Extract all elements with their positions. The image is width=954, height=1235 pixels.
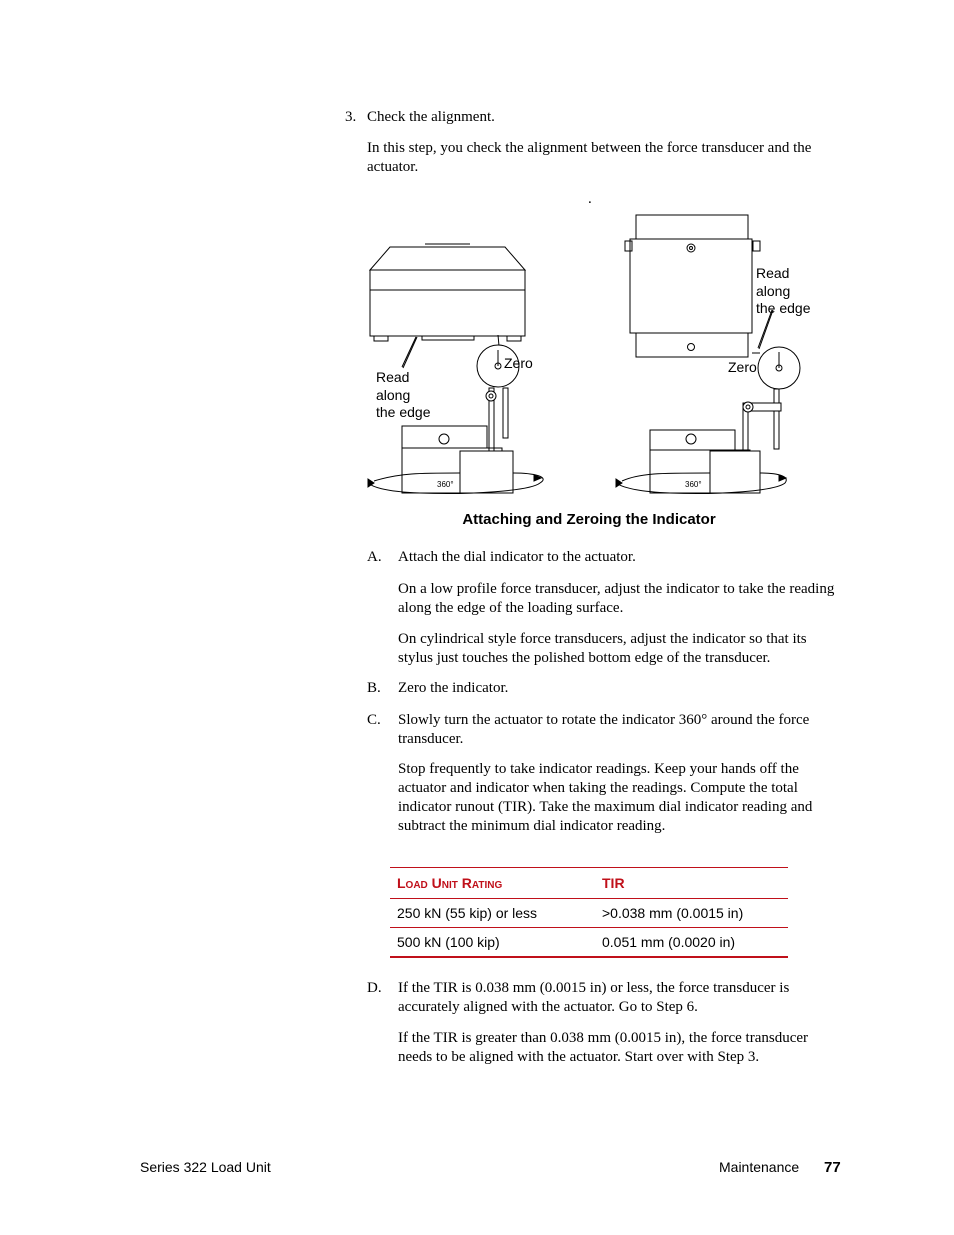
- page-number: 77: [824, 1159, 841, 1176]
- cylindrical-transducer: [625, 215, 760, 357]
- substep-a-text-3: On cylindrical style force transducers, adjust the indicator so that its stylus just touches the polished bottom edge of the transducer.: [398, 631, 807, 666]
- substep-c-text-2: Stop frequently to take indicator readings. Keep your hands off the actuator and indicator when taking the readings. Compute the total indicator runout (TIR). Take the maximum dial indicator reading and subtract the minimum dial indicator reading.: [398, 761, 813, 834]
- substep-a-text-2: On a low profile force transducer, adjust the indicator to take the reading along the edge of the loading surface.: [398, 581, 835, 616]
- left-zero-label: Zero: [504, 355, 533, 371]
- tir-table: [390, 867, 788, 958]
- substep-d-letter: D.: [367, 980, 382, 996]
- substep-d-text-1: If the TIR is 0.038 mm (0.0015 in) or less, the force transducer is accurately aligned with the actuator. Go to Step 6.: [398, 980, 790, 1015]
- low-profile-transducer: [370, 244, 525, 341]
- step-title: Check the alignment.: [367, 109, 495, 125]
- indicator-diagram: [360, 205, 820, 505]
- left-read-line-3: the edge: [376, 404, 431, 420]
- left-read-label: [376, 369, 431, 422]
- indicator-figure: [360, 205, 820, 505]
- left-read-line-2: along: [376, 386, 411, 403]
- substep-d-text-2: If the TIR is greater than 0.038 mm (0.0015 in), the force transducer needs to be aligned with the actuator. Start over with Step 3.: [398, 1030, 809, 1065]
- substep-c-letter: C.: [367, 712, 381, 728]
- right-zero-label: Zero: [728, 359, 757, 375]
- substep-b-text-1: Zero the indicator.: [398, 680, 509, 696]
- table-header-rating: Load Unit Rating: [390, 868, 595, 899]
- left-read-line-1: Read: [376, 369, 410, 385]
- right-read-line-1: Read: [756, 265, 790, 281]
- right-read-line-3: the edge: [756, 300, 811, 316]
- table-header-row: [390, 868, 788, 899]
- table-header-tir: TIR: [595, 868, 788, 899]
- table-cell-tir: 0.051 mm (0.0020 in): [595, 928, 788, 958]
- table-cell-rating: 250 kN (55 kip) or less: [390, 899, 595, 928]
- left-rotation-label: 360°: [437, 480, 454, 489]
- footer-doc-title: Series 322 Load Unit: [140, 1159, 271, 1175]
- table-cell-tir: >0.038 mm (0.0015 in): [595, 899, 788, 928]
- right-read-line-2: along: [756, 282, 791, 299]
- step-intro: In this step, you check the alignment between the force transducer and the actuator.: [367, 140, 812, 175]
- left-base: [368, 426, 543, 494]
- substep-c-text-1: Slowly turn the actuator to rotate the indicator 360° around the force transducer.: [398, 712, 810, 747]
- stray-mark: .: [588, 191, 592, 207]
- right-rotation-label: 360°: [685, 480, 702, 489]
- footer-section: Maintenance: [719, 1159, 800, 1175]
- figure-caption: Attaching and Zeroing the Indicator: [462, 511, 716, 528]
- substep-a-letter: A.: [367, 549, 382, 565]
- table-cell-rating: 500 kN (100 kip): [390, 928, 595, 958]
- step-number: 3.: [345, 109, 357, 125]
- right-read-label: [756, 265, 811, 318]
- substep-a-text-1: Attach the dial indicator to the actuator.: [398, 549, 636, 565]
- substep-b-letter: B.: [367, 680, 381, 696]
- table-row: [390, 899, 788, 928]
- table-row: [390, 928, 788, 958]
